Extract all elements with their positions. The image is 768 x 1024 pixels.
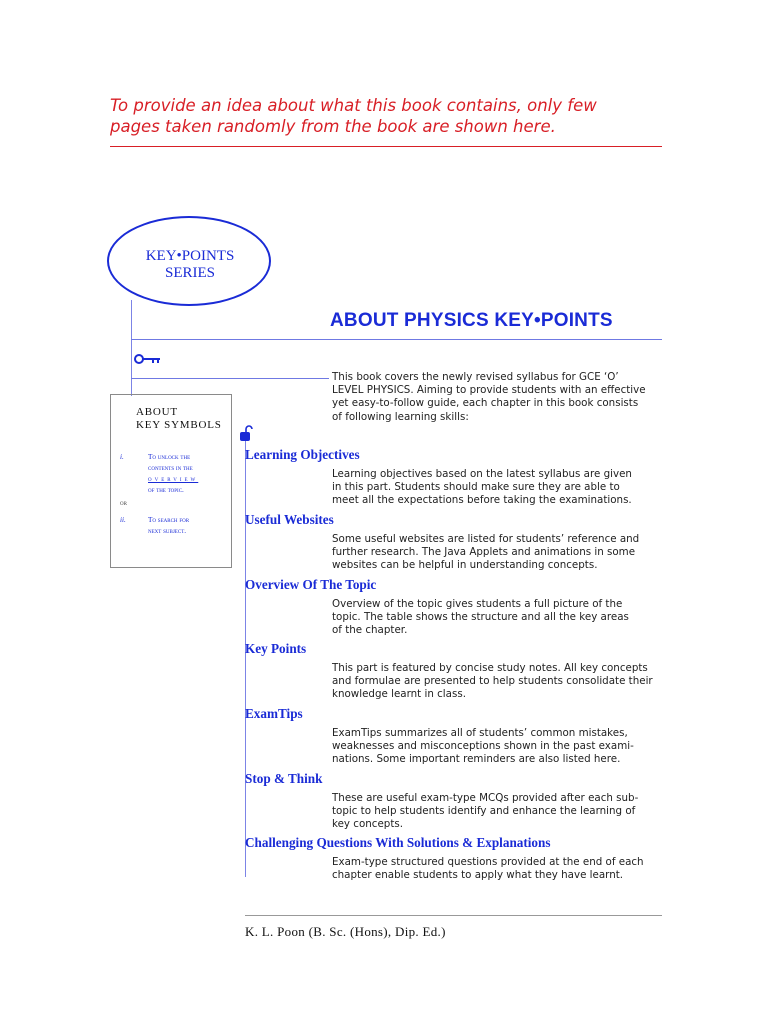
- section-spine: [245, 440, 246, 877]
- intro-line: This book covers the newly revised syllabus for GCE ‘O’: [332, 371, 619, 383]
- section-heading: Stop & Think: [245, 771, 323, 786]
- section-line: Some useful websites are listed for students’ reference and: [332, 533, 640, 545]
- section-line: websites can be helpful in understanding concepts.: [332, 559, 598, 572]
- key-symbol-desc: [148, 515, 189, 537]
- notice-line-1: To provide an idea about what this book contains, only few: [110, 96, 597, 115]
- author-credit: K. L. Poon (B. Sc. (Hons), Dip. Ed.): [245, 924, 446, 939]
- section-line: and formulae are presented to help students consolidate their: [332, 675, 653, 688]
- key-icon: [134, 352, 162, 371]
- intro-connector: [131, 378, 329, 379]
- key-symbols-list: [120, 452, 230, 537]
- key-symbol-line: contents in the: [148, 464, 193, 472]
- lock-icon: [237, 424, 255, 447]
- key-symbol-number: i.: [120, 453, 124, 461]
- series-label: [110, 248, 270, 282]
- section-line: Exam-type structured questions provided at the end of each: [332, 856, 644, 868]
- section-heading: Overview Of The Topic: [245, 577, 377, 592]
- section-heading: Key Points: [245, 641, 307, 656]
- section-body: [332, 533, 662, 573]
- section-body: [332, 727, 662, 767]
- section-body: [332, 662, 662, 702]
- section-line: chapter enable students to apply what they have learnt.: [332, 869, 624, 882]
- notice-divider: [110, 146, 662, 147]
- section-line: ExamTips summarizes all of students’ common mistakes,: [332, 727, 628, 739]
- section-line: of the chapter.: [332, 624, 408, 637]
- key-symbols-title-line-2: KEY SYMBOLS: [136, 418, 222, 431]
- intro-line: of following learning skills:: [332, 410, 469, 423]
- section-line: nations. Some important reminders are also listed here.: [332, 753, 621, 766]
- key-symbol-line: To unlock the: [148, 453, 191, 461]
- section-heading: ExamTips: [245, 706, 303, 721]
- key-symbols-title: [136, 406, 222, 431]
- key-symbols-title-line-1: ABOUT: [136, 406, 178, 418]
- intro-line: LEVEL PHYSICS. Aiming to provide students with an effective: [332, 384, 646, 397]
- section-heading: Challenging Questions With Solutions & Explanations: [245, 835, 551, 850]
- connector-line-upper: [131, 300, 132, 396]
- key-symbol-line: next subject.: [148, 527, 187, 535]
- section-line: further research. The Java Applets and animations in some: [332, 546, 636, 559]
- section-line: key concepts.: [332, 818, 403, 831]
- section-line: topic to help students identify and enhance the learning of: [332, 805, 636, 818]
- section-line: knowledge learnt in class.: [332, 688, 466, 701]
- key-symbol-line: of the topic.: [148, 486, 184, 494]
- section-body: [332, 468, 662, 508]
- section-body: [332, 856, 662, 882]
- key-symbol-item: [120, 452, 230, 496]
- key-symbol-item: [120, 515, 230, 537]
- intro-line: yet easy-to-follow guide, each chapter in this book consists: [332, 397, 639, 410]
- author-divider: [245, 915, 662, 916]
- section-line: Overview of the topic gives students a full picture of the: [332, 598, 623, 610]
- key-symbol-line: To search for: [148, 516, 190, 524]
- series-line-1: KEY•POINTS: [145, 248, 235, 264]
- intro-paragraph: [332, 371, 662, 424]
- series-line-2: SERIES: [164, 265, 215, 281]
- section-line: weaknesses and misconceptions shown in the past exami-: [332, 740, 634, 753]
- section-heading: Learning Objectives: [245, 447, 360, 462]
- notice-text: [110, 95, 670, 137]
- notice-line-2: pages taken randomly from the book are shown here.: [110, 117, 556, 136]
- section-line: These are useful exam-type MCQs provided after each sub-: [332, 792, 639, 804]
- section-line: This part is featured by concise study notes. All key concepts: [332, 662, 648, 674]
- key-symbol-number: ii.: [120, 516, 126, 524]
- section-body: [332, 792, 662, 832]
- page-title: ABOUT PHYSICS KEY•POINTS: [330, 310, 613, 331]
- section-line: meet all the expectations before taking the examinations.: [332, 494, 632, 507]
- section-line: Learning objectives based on the latest syllabus are given: [332, 468, 632, 480]
- section-line: topic. The table shows the structure and all the key areas: [332, 611, 629, 624]
- section-body: [332, 598, 662, 638]
- title-rule: [131, 339, 662, 340]
- key-symbol-desc: [148, 452, 198, 496]
- key-symbol-line: overview: [148, 475, 199, 483]
- key-symbols-or: or: [120, 500, 127, 507]
- section-heading: Useful Websites: [245, 512, 334, 527]
- section-line: in this part. Students should make sure they are able to: [332, 481, 620, 494]
